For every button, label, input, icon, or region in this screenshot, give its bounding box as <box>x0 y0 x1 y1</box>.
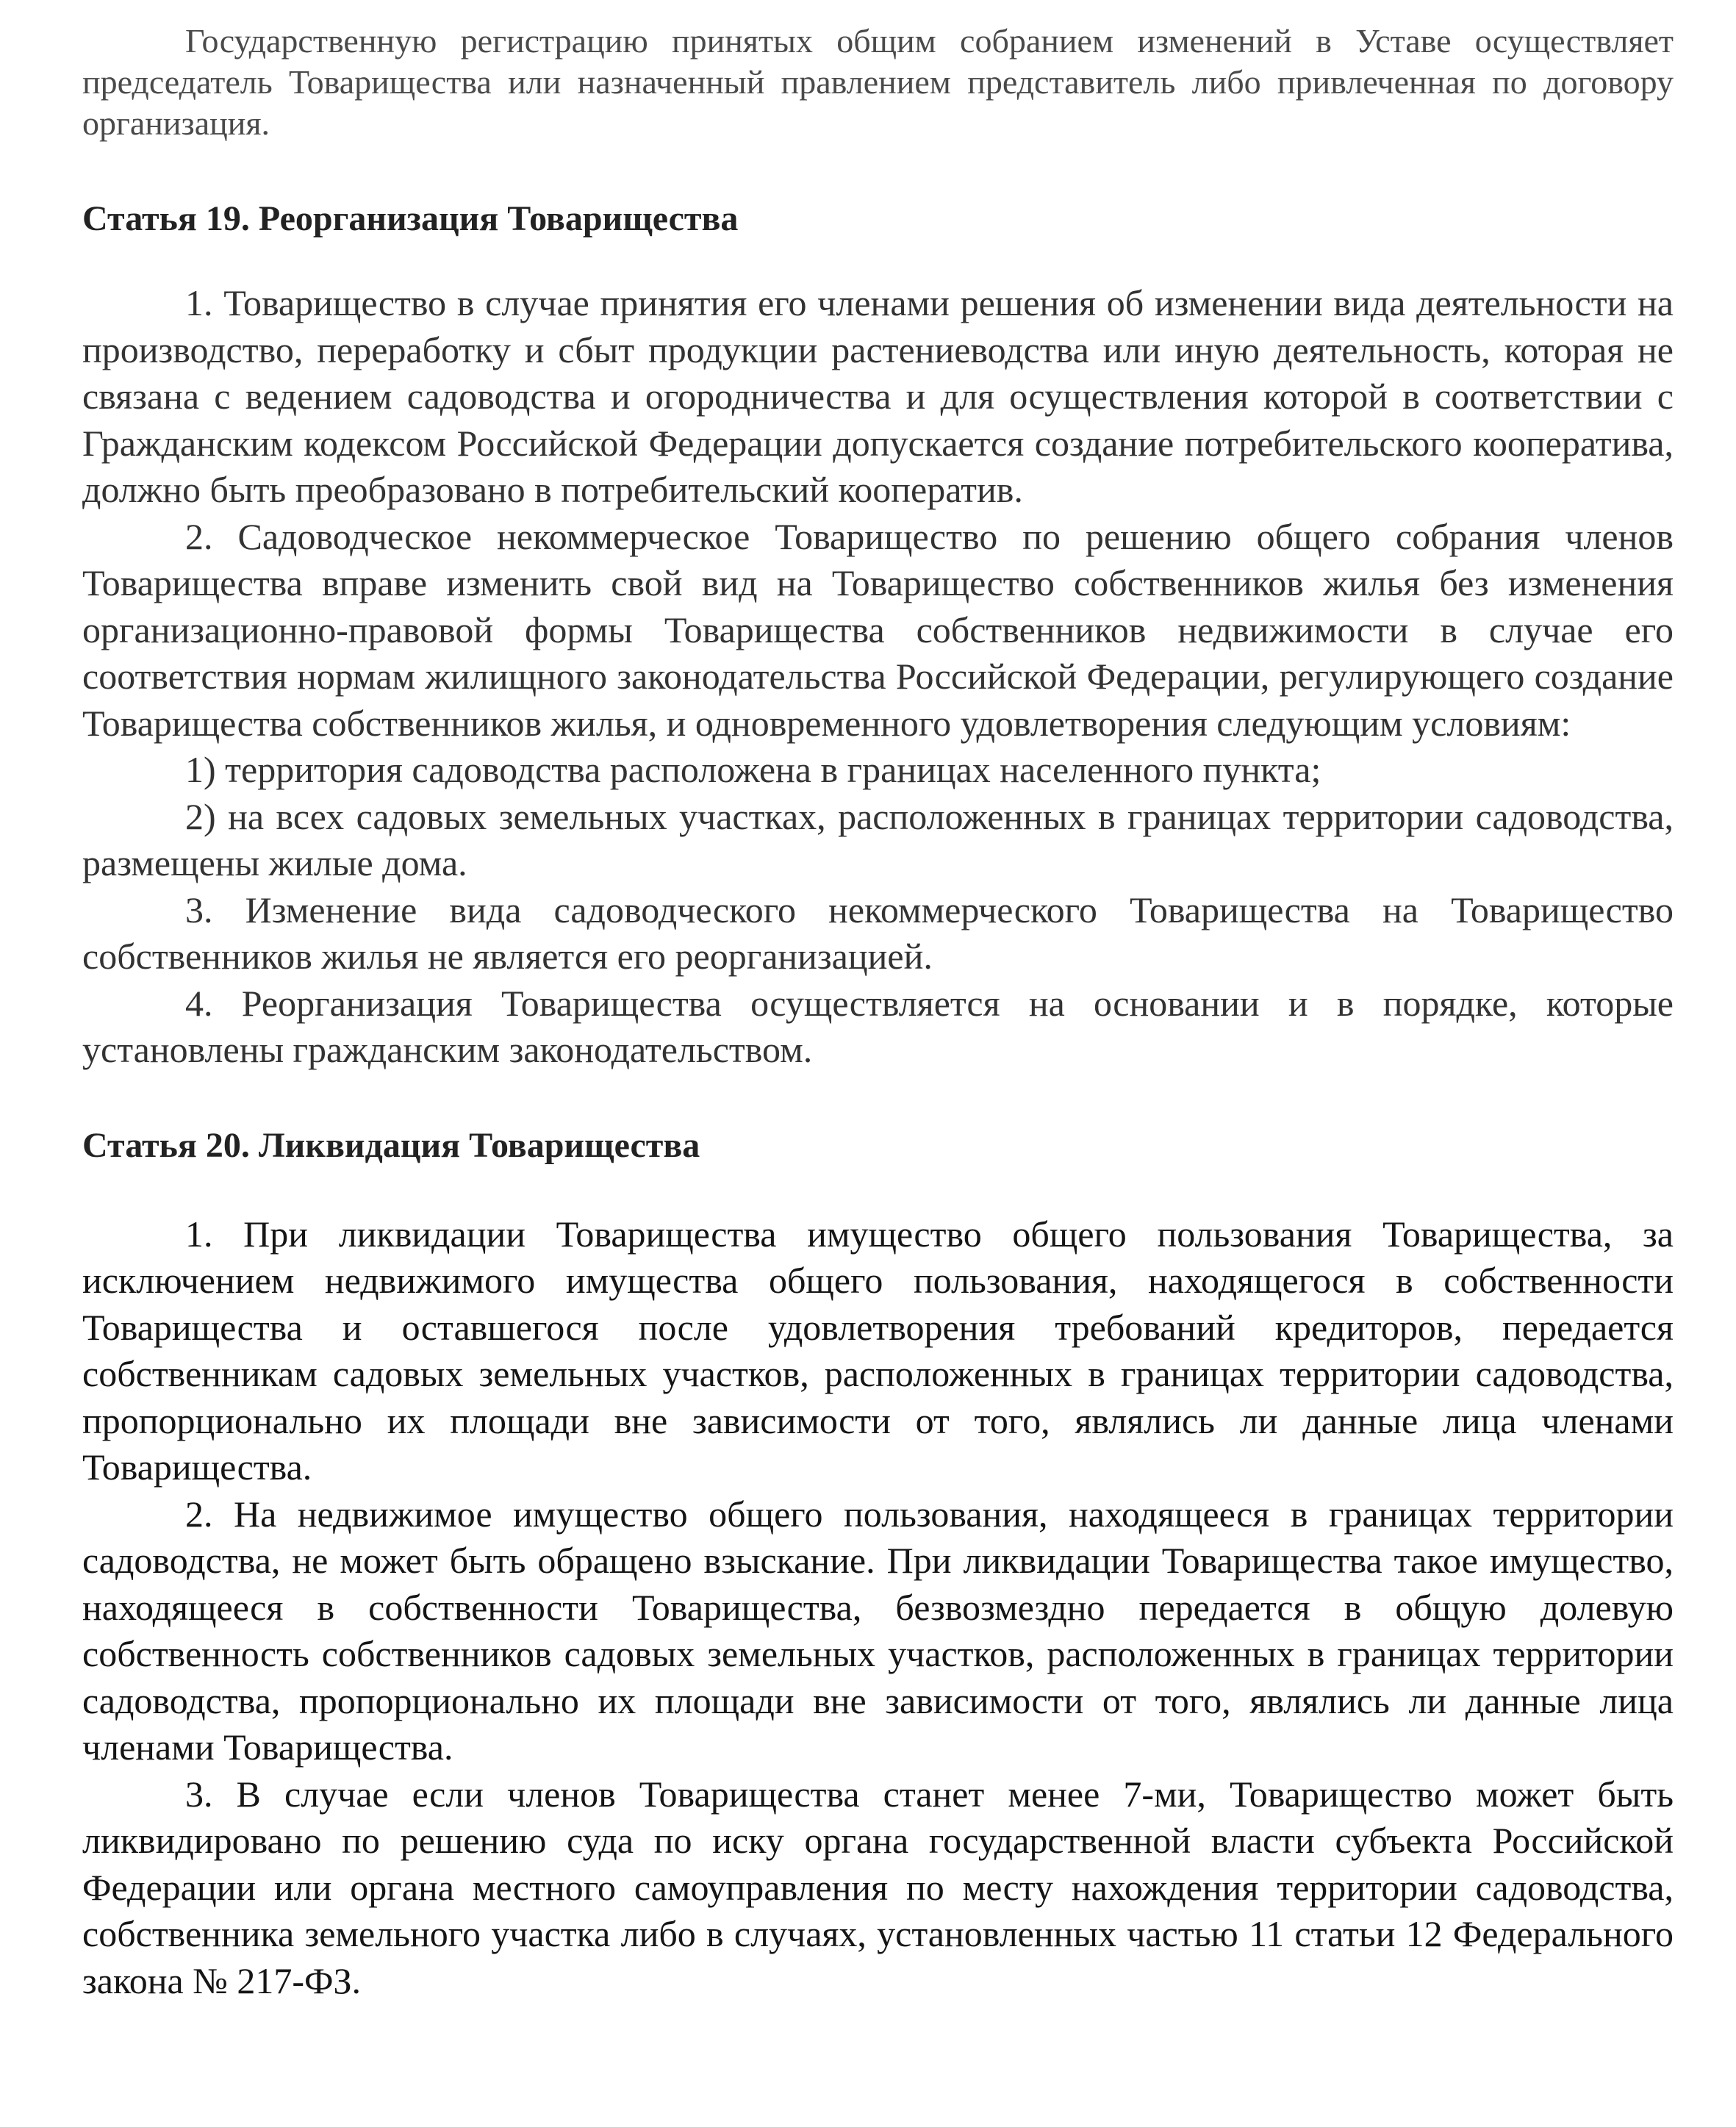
article-20 <box>82 1125 1674 2005</box>
article-19-paragraph-1: 1. Товарищество в случае принятия его членами решения об изменении вида деятельности на производство, переработку и сбыт продукции растениеводства или иную деятельность, которая не связана с ведением садоводства и огородничества и для осуществления которой в соответствии с Гражданским кодексом Российской Федерации допускается создание потребительского кооператива, должно быть преобразовано в потребительский кооператив. <box>82 282 1674 510</box>
document-page <box>82 21 1674 2004</box>
article-19 <box>82 198 1674 1074</box>
article-19-paragraph-3: 3. Изменение вида садоводческого некоммерческого Товарищества на Товарищество собственников жилья не является его реорганизацией. <box>82 889 1674 977</box>
article-19-condition-1: 1) территория садоводства расположена в границах населенного пункта; <box>185 749 1321 790</box>
article-20-paragraph-1: 1. При ликвидации Товарищества имущество общего пользования Товарищества, за исключением недвижимого имущества общего пользования, находящегося в собственности Товарищества и оставшегося после удовлетворения требований кредиторов, передается собственникам садовых земельных участков, расположенных в границах территории садоводства, пропорционально их площади вне зависимости от того, являлись ли данные лица членами Товарищества. <box>82 1213 1674 1488</box>
article-20-paragraph-3: 3. В случае если членов Товарищества станет менее 7-ми, Товарищество может быть ликвидировано по решению суда по иску органа государственной власти субъекта Российской Федерации или органа местного самоуправления по месту нахождения территории садоводства, собственника земельного участка либо в случаях, установленных частью 11 статьи 12 Федерального закона № 217-ФЗ. <box>82 1773 1674 2001</box>
intro-section <box>82 21 1674 144</box>
article-19-paragraph-2: 2. Садоводческое некоммерческое Товарищество по решению общего собрания членов Товарищества вправе изменить свой вид на Товарищество собственников жилья без изменения организационно-правовой формы Товарищества собственников недвижимости в случае его соответствия нормам жилищного законодательства Российской Федерации, регулирующего создание Товарищества собственников жилья, и одновременного удовлетворения следующим условиям: <box>82 515 1674 744</box>
article-20-paragraph-2: 2. На недвижимое имущество общего пользования, находящееся в границах территории садоводства, не может быть обращено взыскание. При ликвидации Товарищества такое имущество, находящееся в собственности Товарищества, безвозмездно передается в общую долевую собственность собственников садовых земельных участков, расположенных в границах территории садоводства, пропорционально их площади вне зависимости от того, являлись ли данные лица членами Товарищества. <box>82 1493 1674 1768</box>
article-20-title: Статья 20. Ликвидация Товарищества <box>82 1125 700 1165</box>
article-19-condition-2: 2) на всех садовых земельных участках, расположенных в границах территории садоводства, размещены жилые дома. <box>82 795 1674 883</box>
intro-paragraph: Государственную регистрацию принятых общим собранием изменений в Уставе осуществляет председатель Товарищества или назначенный правлением представитель либо привлеченная по договору организация. <box>82 22 1674 142</box>
article-19-paragraph-4: 4. Реорганизация Товарищества осуществляется на основании и в порядке, которые установлены гражданским законодательством. <box>82 982 1674 1070</box>
article-19-title: Статья 19. Реорганизация Товарищества <box>82 199 739 238</box>
